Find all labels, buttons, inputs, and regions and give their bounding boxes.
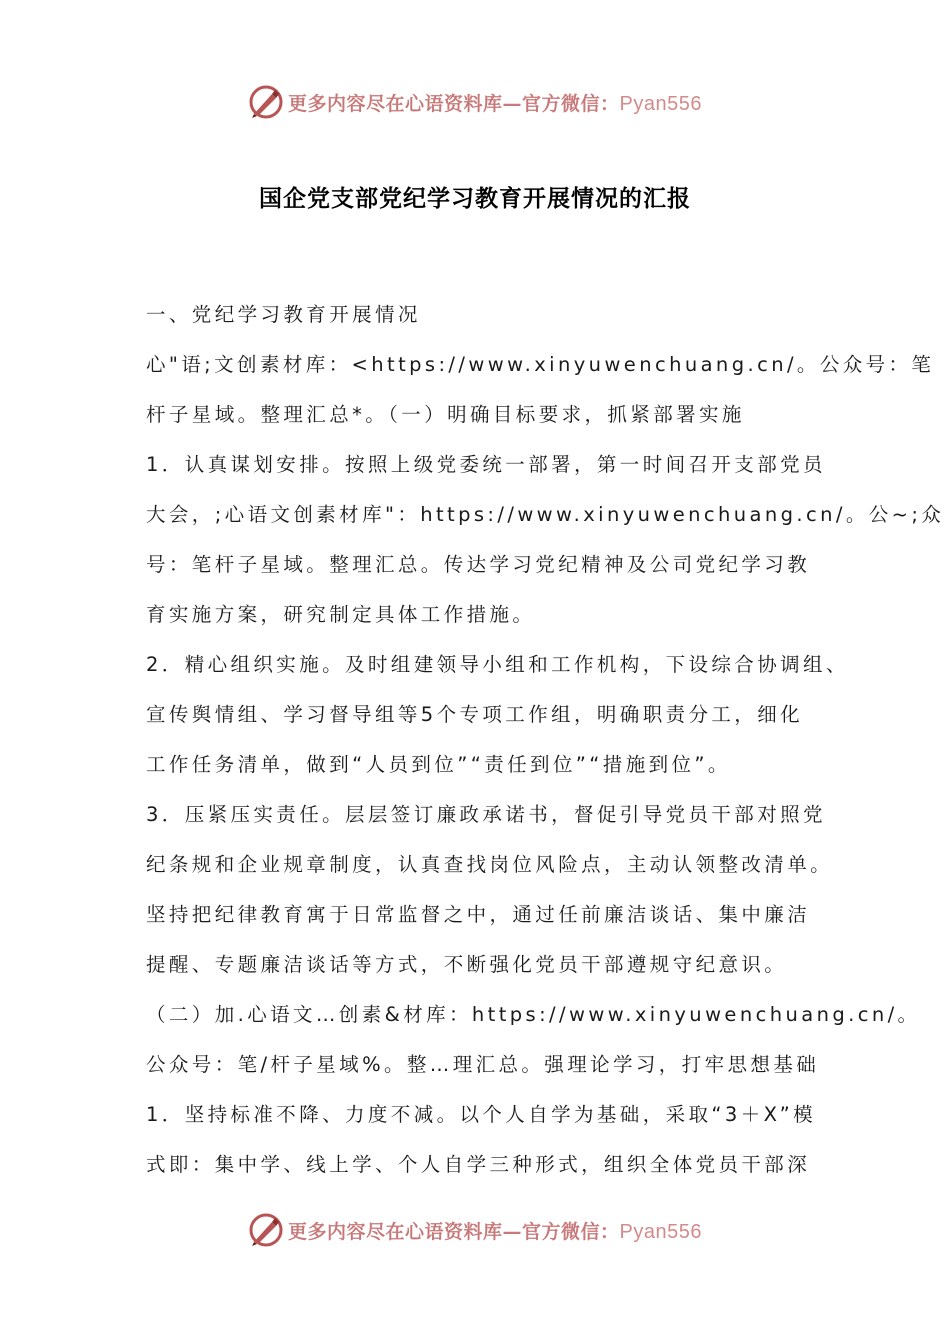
header-banner [0, 82, 950, 122]
paragraph-line: 纪条规和企业规章制度，认真查找岗位风险点，主动认领整改清单。 [146, 853, 834, 876]
paragraph-line: 坚持把纪律教育寓于日常监督之中，通过任前廉洁谈话、集中廉洁 [146, 903, 811, 926]
footer-banner-label: 更多内容尽在心语资料库—官方微信： [288, 1220, 620, 1243]
document-title: 国企党支部党纪学习教育开展情况的汇报 [259, 185, 691, 212]
paragraph-line: 宣传舆情组、学习督导组等5个专项工作组，明确职责分工，细化 [146, 703, 804, 726]
footer-banner-text [288, 1217, 702, 1244]
paragraph-line: 公众号：笔/杆子星域%。整…理汇总。强理论学习，打牢思想基础 [146, 1053, 820, 1076]
header-banner-label: 更多内容尽在心语资料库—官方微信： [288, 92, 620, 115]
paragraph-line: 杆子星域。整理汇总*。（一）明确目标要求，抓紧部署实施 [146, 403, 745, 426]
paragraph-line: 1．坚持标准不降、力度不减。以个人自学为基础，采取“3＋X”模 [146, 1103, 816, 1126]
paragraph-line: 1．认真谋划安排。按照上级党委统一部署，第一时间召开支部党员 [146, 453, 826, 476]
paragraph-line: 式即：集中学、线上学、个人自学三种形式，组织全体党员干部深 [146, 1153, 811, 1176]
paragraph-line: 心"语;文创素材库：<https://www.xinyuwenchuang.cn/。公众号：笔 [146, 353, 935, 376]
paragraph-line: 号：笔杆子星域。整理汇总。传达学习党纪精神及公司党纪学习教 [146, 553, 811, 576]
pen-logo-icon [248, 84, 284, 120]
paragraph-line: 3．压紧压实责任。层层签订廉政承诺书，督促引导党员干部对照党 [146, 803, 826, 826]
pen-logo-icon [248, 1212, 284, 1248]
paragraph-line: 大会，;心语文创素材库"：https://www.xinyuwenchuang.cn/。公~;众 [146, 503, 945, 526]
paragraph-line: 2．精心组织实施。及时组建领导小组和工作机构，下设综合协调组、 [146, 653, 849, 676]
paragraph-line: 育实施方案，研究制定具体工作措施。 [146, 603, 536, 626]
header-banner-wechat: Pyan556 [619, 92, 702, 115]
section-heading: 一、党纪学习教育开展情况 [146, 303, 421, 326]
header-banner-text [288, 89, 702, 116]
paragraph-line: 提醒、专题廉洁谈话等方式，不断强化党员干部遵规守纪意识。 [146, 953, 788, 976]
paragraph-line: 工作任务清单，做到“人员到位”“责任到位”“措施到位”。 [146, 753, 731, 776]
footer-banner [0, 1210, 950, 1250]
paragraph-line: （二）加.心语文…创素&材库：https://www.xinyuwenchuang.cn/。 [146, 1003, 921, 1026]
footer-banner-wechat: Pyan556 [619, 1220, 702, 1243]
document-body [146, 290, 945, 1190]
